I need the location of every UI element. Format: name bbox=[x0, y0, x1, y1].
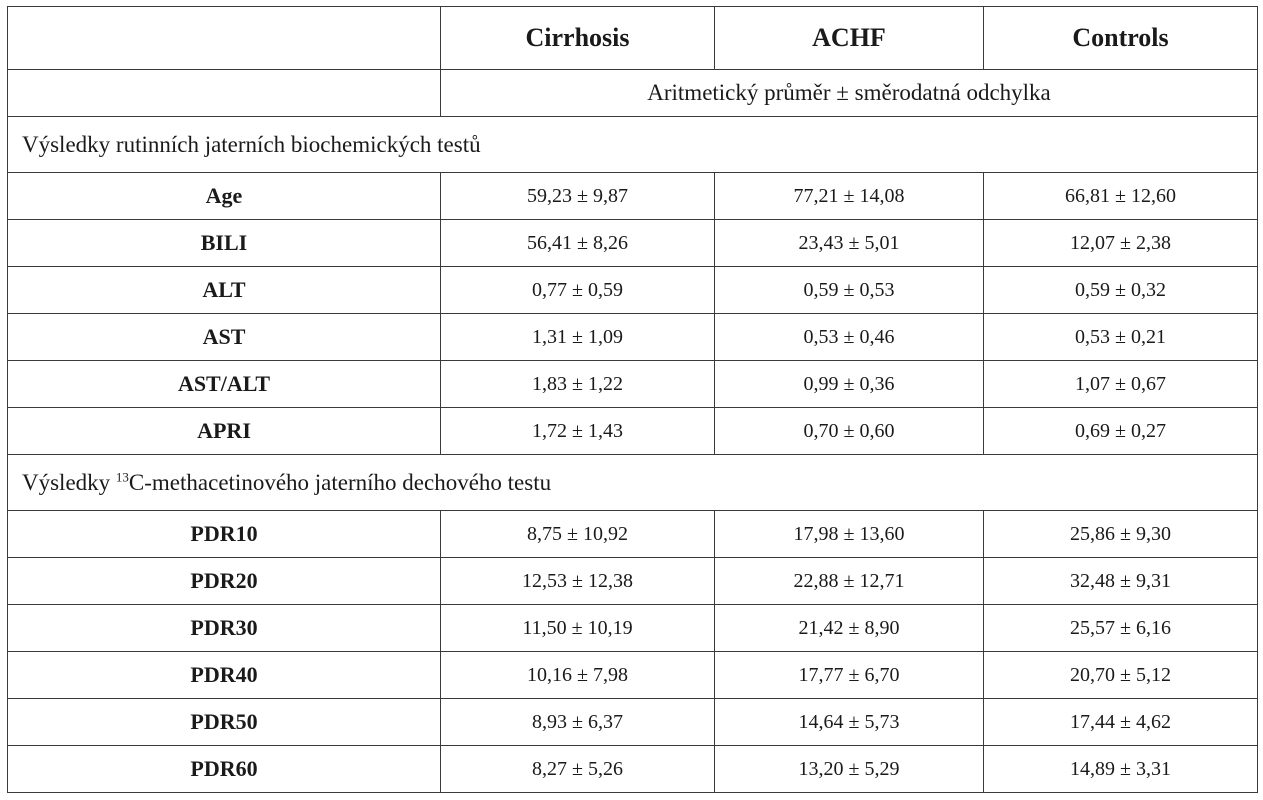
section-row-breath-test bbox=[8, 455, 1258, 511]
value-cell-achf: 0,70 ± 0,60 bbox=[715, 408, 984, 455]
section-row-biochemical bbox=[8, 117, 1258, 173]
value-cell-cirrhosis: 8,27 ± 5,26 bbox=[441, 746, 715, 793]
table-row bbox=[8, 267, 1258, 314]
table-row bbox=[8, 605, 1258, 652]
value-cell-cirrhosis: 1,83 ± 1,22 bbox=[441, 361, 715, 408]
table-row bbox=[8, 220, 1258, 267]
section-title-biochemical: Výsledky rutinních jaterních biochemických testů bbox=[8, 117, 1258, 173]
row-label: ALT bbox=[8, 267, 441, 314]
table-row bbox=[8, 699, 1258, 746]
value-cell-controls: 25,57 ± 6,16 bbox=[984, 605, 1258, 652]
table-row bbox=[8, 361, 1258, 408]
header-row bbox=[8, 7, 1258, 70]
value-cell-controls: 20,70 ± 5,12 bbox=[984, 652, 1258, 699]
row-label: AST/ALT bbox=[8, 361, 441, 408]
value-cell-controls: 14,89 ± 3,31 bbox=[984, 746, 1258, 793]
section-title-superscript: 13 bbox=[115, 468, 129, 484]
value-cell-cirrhosis: 11,50 ± 10,19 bbox=[441, 605, 715, 652]
results-table bbox=[7, 6, 1258, 793]
value-cell-cirrhosis: 1,31 ± 1,09 bbox=[441, 314, 715, 361]
row-label: PDR60 bbox=[8, 746, 441, 793]
value-cell-achf: 0,99 ± 0,36 bbox=[715, 361, 984, 408]
value-cell-cirrhosis: 56,41 ± 8,26 bbox=[441, 220, 715, 267]
subheader-row bbox=[8, 70, 1258, 117]
value-cell-controls: 32,48 ± 9,31 bbox=[984, 558, 1258, 605]
value-cell-controls: 0,59 ± 0,32 bbox=[984, 267, 1258, 314]
value-cell-cirrhosis: 8,75 ± 10,92 bbox=[441, 511, 715, 558]
value-cell-cirrhosis: 0,77 ± 0,59 bbox=[441, 267, 715, 314]
table-row bbox=[8, 314, 1258, 361]
value-cell-cirrhosis: 8,93 ± 6,37 bbox=[441, 699, 715, 746]
row-label: AST bbox=[8, 314, 441, 361]
value-cell-cirrhosis: 10,16 ± 7,98 bbox=[441, 652, 715, 699]
subheader-empty-cell bbox=[8, 70, 441, 117]
row-label: PDR40 bbox=[8, 652, 441, 699]
table-row bbox=[8, 652, 1258, 699]
row-label: APRI bbox=[8, 408, 441, 455]
table-row bbox=[8, 173, 1258, 220]
value-cell-controls: 1,07 ± 0,67 bbox=[984, 361, 1258, 408]
section-title-prefix: Výsledky bbox=[22, 469, 116, 495]
value-cell-controls: 12,07 ± 2,38 bbox=[984, 220, 1258, 267]
value-cell-controls: 66,81 ± 12,60 bbox=[984, 173, 1258, 220]
column-header-cirrhosis: Cirrhosis bbox=[441, 7, 715, 70]
value-cell-achf: 17,98 ± 13,60 bbox=[715, 511, 984, 558]
value-cell-achf: 22,88 ± 12,71 bbox=[715, 558, 984, 605]
value-cell-achf: 77,21 ± 14,08 bbox=[715, 173, 984, 220]
value-cell-achf: 0,53 ± 0,46 bbox=[715, 314, 984, 361]
value-cell-controls: 0,53 ± 0,21 bbox=[984, 314, 1258, 361]
row-label: PDR20 bbox=[8, 558, 441, 605]
value-cell-achf: 13,20 ± 5,29 bbox=[715, 746, 984, 793]
row-label: PDR10 bbox=[8, 511, 441, 558]
table-row bbox=[8, 511, 1258, 558]
value-cell-achf: 17,77 ± 6,70 bbox=[715, 652, 984, 699]
row-label: PDR30 bbox=[8, 605, 441, 652]
row-label: BILI bbox=[8, 220, 441, 267]
section-title-suffix: C-methacetinového jaterního dechového testu bbox=[128, 469, 552, 495]
row-label: PDR50 bbox=[8, 699, 441, 746]
column-header-controls: Controls bbox=[984, 7, 1258, 70]
value-cell-achf: 14,64 ± 5,73 bbox=[715, 699, 984, 746]
subheader-cell: Aritmetický průměr ± směrodatná odchylka bbox=[441, 70, 1258, 117]
row-label: Age bbox=[8, 173, 441, 220]
section-title-breath-test bbox=[8, 455, 1258, 511]
table-row bbox=[8, 408, 1258, 455]
table-row bbox=[8, 746, 1258, 793]
value-cell-cirrhosis: 1,72 ± 1,43 bbox=[441, 408, 715, 455]
value-cell-cirrhosis: 59,23 ± 9,87 bbox=[441, 173, 715, 220]
value-cell-controls: 17,44 ± 4,62 bbox=[984, 699, 1258, 746]
value-cell-cirrhosis: 12,53 ± 12,38 bbox=[441, 558, 715, 605]
value-cell-achf: 21,42 ± 8,90 bbox=[715, 605, 984, 652]
table-row bbox=[8, 558, 1258, 605]
value-cell-controls: 0,69 ± 0,27 bbox=[984, 408, 1258, 455]
value-cell-controls: 25,86 ± 9,30 bbox=[984, 511, 1258, 558]
value-cell-achf: 0,59 ± 0,53 bbox=[715, 267, 984, 314]
column-header-achf: ACHF bbox=[715, 7, 984, 70]
corner-cell bbox=[8, 7, 441, 70]
value-cell-achf: 23,43 ± 5,01 bbox=[715, 220, 984, 267]
